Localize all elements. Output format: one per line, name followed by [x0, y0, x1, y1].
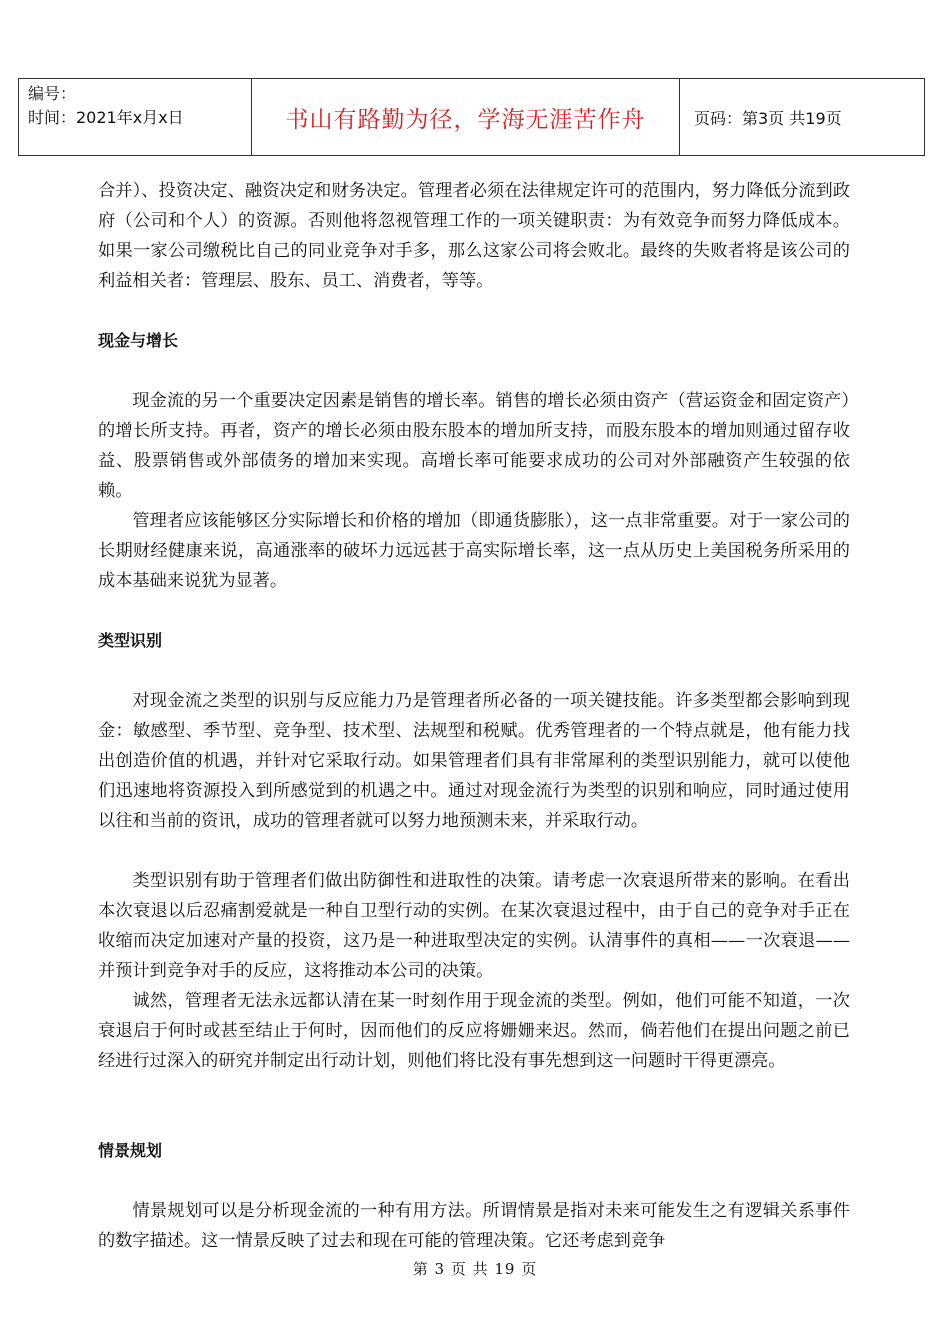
section-heading-pattern-recognition: 类型识别 — [98, 631, 163, 650]
paragraph: 对现金流之类型的识别与反应能力乃是管理者所必备的一项关键技能。许多类型都会影响到现金：敏感型、季节型、竞争型、技术型、法规型和税赋。优秀管理者的一个特点就是，他有能力找出创造价值的机遇，并针对它采取行动。如果管理者们具有非常犀利的类型识别能力，就可以使他们迅速地将资源投入到所感觉到的机遇之中。通过对现金流行为类型的识别和响应，同时通过使用以往和当前的资讯，成功的管理者就可以努力地预测未来，并采取行动。 — [98, 691, 850, 831]
header-info — [19, 79, 252, 155]
section-heading-scenario-planning: 情景规划 — [98, 1141, 163, 1160]
paragraph: 现金流的另一个重要决定因素是销售的增长率。销售的增长必须由资产（营运资金和固定资产）的增长所支持。再者，资产的增长必须由股东股本的增加所支持，而股东股本的增加则通过留存收益、股票销售或外部债务的增加来实现。高增长率可能要求成功的公司对外部融资产生较强的依赖。 — [98, 391, 850, 501]
header-page-number: 页码：第3页 共19页 — [694, 108, 842, 128]
paragraph: 诚然，管理者无法永远都认清在某一时刻作用于现金流的类型。例如，他们可能不知道，一次衰退启于何时或甚至结止于何时，因而他们的反应将姗姗来迟。然而，倘若他们在提出问题之前已经进行过深入的研究并制定出行动计划，则他们将比没有事先想到这一问题时干得更漂亮。 — [98, 991, 850, 1071]
document-number: 编号： — [28, 84, 77, 103]
paragraph: 管理者应该能够区分实际增长和价格的增加（即通货膨胀），这一点非常重要。对于一家公司的长期财经健康来说，高通涨率的破坏力远远甚于高实际增长率，这一点从历史上美国税务所采用的成本基础来说犹为显著。 — [98, 511, 850, 591]
document-body — [98, 176, 850, 1256]
header-page-cell — [680, 79, 924, 155]
paragraph-continued: 合并）、投资决定、融资决定和财务决定。管理者必须在法律规定许可的范围内，努力降低分流到政府（公司和个人）的资源。否则他将忽视管理工作的一项关键职责：为有效竞争而努力降低成本。如果一家公司缴税比自己的同业竞争对手多，那么这家公司将会败北。最终的失败者将是该公司的利益相关者：管理层、股东、员工、消费者，等等。 — [98, 181, 850, 291]
page-footer: 第 3 页 共 19 页 — [412, 1260, 538, 1278]
header-motto: 书山有路勤为径，学海无涯苦作舟 — [285, 106, 646, 133]
section-heading-cash-growth: 现金与增长 — [98, 331, 179, 350]
document-time: 时间：2021年x月x日 — [28, 108, 184, 127]
paragraph: 类型识别有助于管理者们做出防御性和进取性的决策。请考虑一次衰退所带来的影响。在看出本次衰退以后忍痛割爱就是一种自卫型行动的实例。在某次衰退过程中，由于自己的竞争对手正在收缩而决定加速对产量的投资，这乃是一种进取型决定的实例。认清事件的真相——一次衰退——并预计到竞争对手的反应，这将推动本公司的决策。 — [98, 871, 850, 981]
header-motto-cell — [252, 79, 680, 155]
document-header — [18, 78, 925, 156]
paragraph: 情景规划可以是分析现金流的一种有用方法。所谓情景是指对未来可能发生之有逻辑关系事件的数字描述。这一情景反映了过去和现在可能的管理决策。它还考虑到竞争 — [98, 1201, 850, 1251]
